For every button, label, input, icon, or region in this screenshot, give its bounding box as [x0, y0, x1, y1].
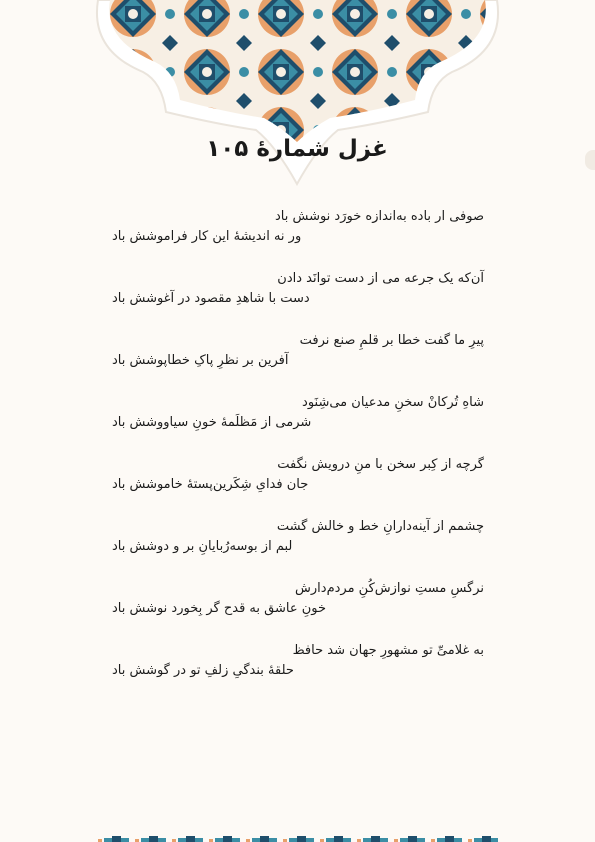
- couplet: [112, 639, 484, 701]
- couplet-first-line: پیرِ ما گفت خطا بر قلمِ صنع نرفت: [299, 333, 484, 348]
- couplet-second-line: حلقهٔ بندگیِ زلفِ تو در گوشش باد: [112, 663, 294, 678]
- couplet-first-line: به غلامیِّ تو مشهورِ جهان شد حافظ: [292, 643, 484, 658]
- couplet-second-line: جان فدایِ شِکَرین‌پستهٔ خاموشش باد: [112, 477, 309, 492]
- couplet-second-line: دست با شاهدِ مقصود در آغوشش باد: [112, 291, 310, 306]
- couplet-first-line: آن‌که یک جرعه می از دست توانَد دادن: [277, 271, 484, 286]
- couplet: [112, 267, 484, 329]
- couplet-second-line: لبم از بوسه‌رُبایانِ بر و دوشش باد: [112, 539, 293, 554]
- couplet-first-line: نرگسِ مستِ نوازش‌کُنِ مردم‌دارش: [295, 581, 484, 596]
- poem-body: [112, 205, 484, 701]
- couplet: [112, 205, 484, 267]
- title-plate: [112, 128, 482, 170]
- couplet-second-line: آفرین بر نظرِ پاکِ خطاپوشش باد: [112, 353, 289, 368]
- couplet: [112, 577, 484, 639]
- poem-title: غزل شمارهٔ ۱۰۵: [206, 136, 388, 162]
- bottom-tile-border: [0, 832, 595, 842]
- couplet: [112, 391, 484, 453]
- couplet: [112, 453, 484, 515]
- couplet-first-line: صوفی ار باده به‌اندازه خورَد نوشش باد: [275, 209, 484, 224]
- couplet: [112, 329, 484, 391]
- couplet-second-line: خونِ عاشق به قدح گر بِخورد نوشش باد: [112, 601, 327, 616]
- page-edge-decoration: [585, 150, 595, 170]
- couplet-first-line: گرچه از کِبر سخن با منِ درویش نگفت: [277, 457, 484, 472]
- couplet: [112, 515, 484, 577]
- couplet-first-line: شاهِ تُرکانْ سخنِ مدعیان می‌شِنَود: [302, 395, 484, 410]
- couplet-second-line: ور نه اندیشهٔ این کار فراموشش باد: [112, 229, 302, 244]
- couplet-first-line: چشمم از آینه‌دارانِ خط و خالش گشت: [276, 519, 484, 534]
- couplet-second-line: شرمی از مَظلَمهٔ خونِ سیاووشش باد: [112, 415, 312, 430]
